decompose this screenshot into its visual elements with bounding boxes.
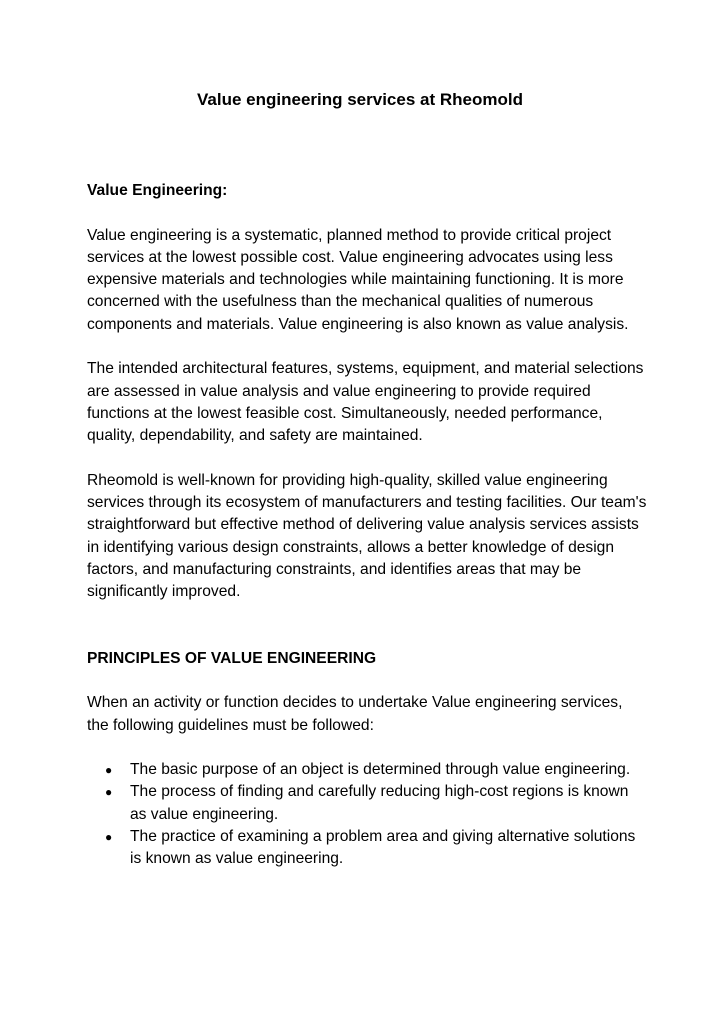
list-item [105, 759, 647, 781]
bullet-icon: ● [105, 763, 113, 778]
principles-heading: PRINCIPLES OF VALUE ENGINEERING [87, 649, 377, 667]
list-item [105, 781, 647, 826]
principles-intro: When an activity or function decides to undertake Value engineering services, the following guidelines must be followed: [87, 694, 623, 734]
list-item-text: The basic purpose of an object is determined through value engineering. [130, 761, 631, 779]
paragraph-definition: Value engineering is a systematic, planned method to provide critical project services at the lowest possible cost. Value engineering advocates using less expensive materials and technologies while maintaining functioning. It is more concerned with the usefulness than the mechanical qualities of numerous components and materials. Value engineering is also known as value analysis. [87, 226, 629, 333]
bullet-icon: ● [105, 830, 113, 845]
list-item-text: The process of finding and carefully reducing high-cost regions is known as value engineering. [130, 783, 629, 823]
list-item-text: The practice of examining a problem area and giving alternative solutions is known as value engineering. [130, 828, 636, 868]
paragraph-rheomold: Rheomold is well-known for providing high-quality, skilled value engineering services through its ecosystem of manufacturers and testing facilities. Our team's straightforward but effective method of delivering value analysis services assists in identifying various design constraints, allows a better knowledge of design factors, and manufacturing constraints, and identifies areas that may be significantly improved. [87, 471, 647, 601]
bullet-icon: ● [105, 785, 113, 800]
principles-list [87, 759, 647, 870]
value-engineering-heading: Value Engineering: [87, 182, 228, 199]
document-body [87, 180, 647, 871]
document-title: Value engineering services at Rheomold [197, 90, 523, 109]
paragraph-value-analysis: The intended architectural features, systems, equipment, and material selections are assessed in value analysis and value engineering to provide required functions at the lowest feasible cost. Simultaneously, needed performance, quality, dependability, and safety are maintained. [87, 360, 644, 445]
list-item [105, 826, 647, 871]
